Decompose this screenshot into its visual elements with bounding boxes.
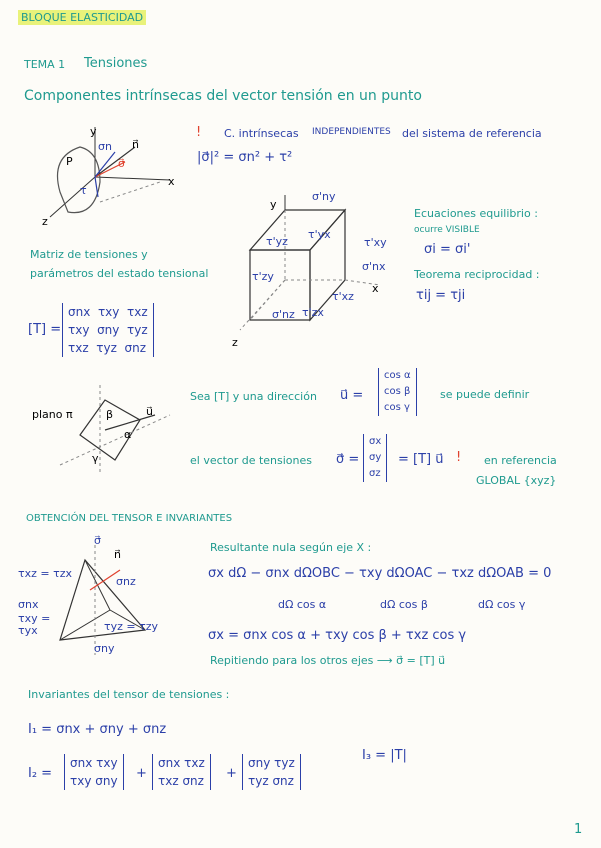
direction-cosines xyxy=(378,368,417,416)
minor-cell: τyz xyxy=(274,756,295,770)
warning-marker-2: ! xyxy=(456,450,462,465)
fig3-tau-yx: τyx xyxy=(18,624,38,637)
fig3-tau-xy: τxy = xyxy=(18,612,51,625)
resultant-repeat: Repitiendo para los otros ejes ⟶ σ⃗ = [T] u⃗ xyxy=(210,654,446,667)
minor-cell: σny xyxy=(95,774,118,788)
matrix-cell: τxy xyxy=(97,305,120,319)
stress-vector-components xyxy=(363,434,387,482)
intrinsic-text2: INDEPENDIENTES xyxy=(312,127,391,137)
tetrahedron-figure xyxy=(50,545,170,655)
intrinsic-text1: C. intrínsecas xyxy=(224,127,299,140)
matrix-cell: τyz xyxy=(127,323,148,337)
minor-cell: σnz xyxy=(182,774,204,788)
matrix-cell: σnz xyxy=(124,341,147,355)
fig1-x: x xyxy=(168,175,175,188)
stress-matrix xyxy=(62,303,154,357)
cube-tau-xy: τ'xy xyxy=(364,236,387,249)
cube-tau-yx: τ'yx xyxy=(308,228,331,241)
minor-cell: σnx xyxy=(70,756,93,770)
matrix-lhs: [T] = xyxy=(28,322,62,337)
sigma-z: σz xyxy=(369,468,381,479)
cosine-gamma: cos γ xyxy=(384,402,410,413)
plane-beta: β xyxy=(106,408,114,421)
warning-marker-1: ! xyxy=(196,125,202,140)
fig1-tau: τ xyxy=(80,184,87,197)
matrix-row xyxy=(68,303,148,321)
stress-vector-text: el vector de tensiones xyxy=(190,454,312,467)
equilibrium-subtitle: ocurre VISIBLE xyxy=(414,225,480,235)
cube-tau-xz: τ'xz xyxy=(332,290,354,303)
matrix-row xyxy=(68,339,148,357)
matrix-cell: σnx xyxy=(68,305,91,319)
resultant-term-a: dΩ cos α xyxy=(278,598,327,611)
plane-section-figure xyxy=(40,122,220,232)
reciprocity-eq: τij = τji xyxy=(416,288,466,303)
resultant-term-b: dΩ cos β xyxy=(380,598,428,611)
equilibrium-eq: σi = σi' xyxy=(424,242,471,257)
topic-label: TEMA 1 xyxy=(24,58,66,71)
intrinsic-text3: del sistema de referencia xyxy=(402,127,542,140)
invariant-i2-label: I₂ = xyxy=(28,766,53,781)
resultant-eq: σx dΩ − σnx dΩOBC − τxy dΩOAC − τxz dΩOAB = 0 xyxy=(208,566,552,581)
intrinsic-formula: |σ⃗|² = σn² + τ² xyxy=(197,150,293,165)
plane-pi-figure xyxy=(60,385,180,475)
cube-sigma-nx: σ'nx xyxy=(362,260,386,273)
matrix-cell: τxz xyxy=(127,305,148,319)
matrix-cell: σny xyxy=(97,323,120,337)
minor-cell: σnz xyxy=(272,774,294,788)
fig1-n: n⃗ xyxy=(132,138,139,151)
reciprocity-title: Teorema reciprocidad : xyxy=(414,268,540,281)
matrix-cell: τyz xyxy=(96,341,117,355)
resultant-title: Resultante nula según eje X : xyxy=(210,541,372,554)
fig3-n: n⃗ xyxy=(114,548,121,561)
fig3-sigma-ny: σny xyxy=(94,642,115,655)
minor-cell: σnx xyxy=(158,756,181,770)
cube-y: y xyxy=(270,198,277,211)
fig3-sigma-nx: σnx xyxy=(18,598,39,611)
cosine-beta: cos β xyxy=(384,386,411,397)
minor-1 xyxy=(64,754,124,790)
plus-sign-1: + xyxy=(136,766,147,781)
plane-alpha: α xyxy=(124,428,132,441)
fig3-tau-xz: τxz = τzx xyxy=(18,567,73,580)
fig1-sigma-n: σn xyxy=(98,140,112,153)
direction-u: u⃗ = xyxy=(340,388,364,403)
cube-sigma-nz: σ'nz xyxy=(272,308,295,321)
matrix-title-2: parámetros del estado tensional xyxy=(30,267,209,280)
sigma-x: σx xyxy=(369,436,382,447)
fig3-tau-yz: τyz = τzy xyxy=(104,620,159,633)
minor-cell: τxz xyxy=(184,756,205,770)
resultant-term-c: dΩ cos γ xyxy=(478,598,526,611)
section2-title: OBTENCIÓN DEL TENSOR E INVARIANTES xyxy=(26,513,233,524)
invariant-i3: I₃ = |T| xyxy=(362,748,407,763)
cube-sigma-ny: σ'ny xyxy=(312,190,336,203)
matrix-title-1: Matriz de tensiones y xyxy=(30,248,148,261)
fig1-p: P xyxy=(66,155,73,168)
direction-text: Sea [T] y una dirección xyxy=(190,390,317,403)
direction-define: se puede definir xyxy=(440,388,530,401)
fig3-sigma: σ⃗ xyxy=(94,534,101,547)
minor-2 xyxy=(152,754,211,790)
fig3-sigma-nz: σnz xyxy=(116,575,136,588)
cube-tau-zy: τ'zy xyxy=(252,270,274,283)
page-number: 1 xyxy=(574,822,583,837)
stress-vector-lhs: σ⃗ = xyxy=(336,452,360,467)
reference-text: en referencia xyxy=(484,454,557,467)
minor-cell: τxz xyxy=(158,774,179,788)
fig1-y: y xyxy=(90,125,97,138)
fig1-z: z xyxy=(42,215,48,228)
equilibrium-title: Ecuaciones equilibrio : xyxy=(414,207,538,220)
matrix-cell: τxz xyxy=(68,341,89,355)
invariant-i1: I₁ = σnx + σny + σnz xyxy=(28,722,167,737)
minor-cell: σny xyxy=(248,756,271,770)
block-title: BLOQUE ELASTICIDAD xyxy=(18,10,146,25)
section1-title: Componentes intrínsecas del vector tensión en un punto xyxy=(24,88,422,104)
minor-cell: τyz xyxy=(248,774,269,788)
cube-tau-yz: τ'yz xyxy=(266,235,288,248)
invariants-title: Invariantes del tensor de tensiones : xyxy=(28,688,230,701)
minor-cell: τxy xyxy=(96,756,118,770)
minor-cell: τxy xyxy=(70,774,92,788)
plus-sign-2: + xyxy=(226,766,237,781)
matrix-cell: τxy xyxy=(68,323,90,337)
cube-tau-zx: τ'zx xyxy=(302,306,324,319)
sigma-y: σy xyxy=(369,452,382,463)
minor-3 xyxy=(242,754,301,790)
resultant-eq2: σx = σnx cos α + τxy cos β + τxz cos γ xyxy=(208,628,467,643)
reference-global: GLOBAL {xyz} xyxy=(476,474,557,487)
plane-gamma: γ xyxy=(92,452,99,465)
topic-title: Tensiones xyxy=(84,56,148,71)
fig1-sigma: σ⃗ xyxy=(118,157,125,170)
cube-z: z xyxy=(232,336,238,349)
cube-x: x xyxy=(372,282,379,295)
plane-u: u⃗ xyxy=(146,405,153,418)
cosine-alpha: cos α xyxy=(384,370,411,381)
stress-vector-rhs: = [T] u⃗ xyxy=(398,452,444,467)
plane-label: plano π xyxy=(32,408,73,421)
matrix-row xyxy=(68,321,148,339)
